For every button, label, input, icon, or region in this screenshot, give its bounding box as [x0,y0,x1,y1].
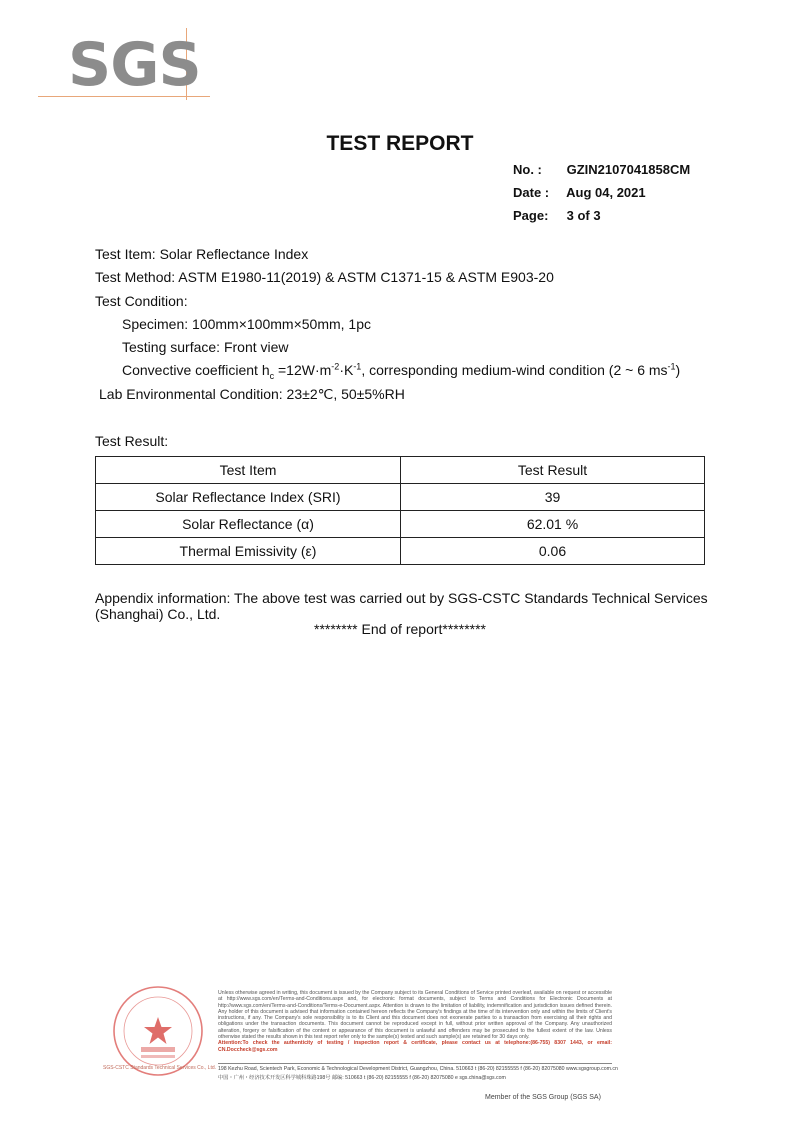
footer-address [218,1063,618,1083]
test-item-line: Test Item: Solar Reflectance Index [95,246,309,262]
table-cell-value: 0.06 [401,538,705,565]
table-cell-item: Thermal Emissivity (ε) [96,538,401,565]
end-of-report: ******** End of report******** [314,621,486,637]
convective-text: ·K [339,362,354,379]
report-page-value: 3 of 3 [566,208,601,223]
convective-superscript: -1 [353,361,362,372]
lab-environment-line: Lab Environmental Condition: 23±2℃, 50±5%RH [99,385,405,402]
specimen-line: Specimen: 100mm×100mm×50mm, 1pc [122,315,371,332]
convective-coefficient-line [95,359,680,382]
testing-surface-line: Testing surface: Front view [122,339,289,356]
convective-text: ) [675,362,681,379]
report-page-row [513,204,690,227]
convective-text: =12W·m [274,362,332,379]
table-cell-value: 39 [401,484,705,511]
test-result-table [95,456,705,565]
address-english: 198 Kezhu Road, Scientech Park, Economic & Technological Development District, Guangzhou, China. 510663 t (86-20) 82155555 f (86-20) 82075080 www.sgsgroup.com.cn [218,1066,618,1072]
table-row [96,484,705,511]
report-number-row [513,158,690,181]
report-meta [513,158,690,227]
table-header-row [96,457,705,484]
report-number-label: No. : [513,162,542,177]
convective-superscript: -1 [667,361,676,372]
test-condition-line: Test Condition: [95,292,188,309]
table-row [96,511,705,538]
appendix-information: Appendix information: The above test was carried out by SGS-CSTC Standards Technical Services (Shanghai) Co., Ltd. [95,590,708,622]
table-header-cell: Test Result [401,457,705,484]
seal-caption: SGS-CSTC Standards Technical Services Co., Ltd. [103,1065,217,1071]
report-title: TEST REPORT [326,132,474,155]
report-page-label: Page: [513,208,549,223]
table-cell-value: 62.01 % [401,511,705,538]
report-number-value: GZIN2107041858CM [566,162,691,177]
convective-superscript: -2 [331,361,340,372]
test-info [95,243,680,406]
attention-text: Attention:To check the authenticity of testing / inspection report & certificate, please contact us at telephone:(86-755) 8307 1443, or email: CN.Doccheck@sgs.com [218,1040,612,1053]
table-header-cell: Test Item [96,457,401,484]
report-date-row [513,181,690,204]
report-date-label: Date : [513,185,550,200]
address-chinese: 中国・广州・经济技术开发区科学城科珠路198号 邮编: 510663 t (86-20) 82155555 f (86-20) 82075080 e sgs.china@sgs.com [218,1075,506,1081]
test-method-line: Test Method: ASTM E1980-11(2019) & ASTM C1371-15 & ASTM E903-20 [95,269,554,286]
table-cell-item: Solar Reflectance Index (SRI) [96,484,401,511]
footer-fine-print [218,990,612,1053]
table-cell-item: Solar Reflectance (α) [96,511,401,538]
convective-subscript: c [269,371,275,382]
terms-text: Unless otherwise agreed in writing, this document is issued by the Company subject to its General Conditions of Service printed overleaf, available on request or accessible at http://www.sgs.com/en/Terms-and-Conditions.aspx and, for electronic format documents, subject to Terms and Conditions for Electronic Documents at http://www.sgs.com/en/Terms-and-Conditions/Terms-e-Document.aspx. Attention is drawn to the limitation of liability, indemnification and jurisdiction issues defined therein. Any holder of this document is advised that information contained hereon reflects the Company's findings at the time of its intervention only and within the limits of Client's instructions, if any. The Company's sole responsibility is to its Client and this document does not exonerate parties to a transaction from exercising all their rights and obligations under the transaction documents. This document cannot be reproduced except in full, without prior written approval of the Company. Any unauthorized alteration, forgery or falsification of the content or appearance of this document is unlawful and offenders may be prosecuted to the fullest extent of the law. Unless otherwise stated the results shown in this test report refer only to the sample(s) tested and such sample(s) are retained for 30 days only. [218,990,612,1041]
footer-divider [218,1063,612,1064]
convective-text: , corresponding medium-wind condition (2 ~ 6 ms [361,362,668,379]
member-of-sgs-group: Member of the SGS Group (SGS SA) [485,1094,601,1101]
convective-text: Convective coefficient h [122,362,270,379]
report-date-value: Aug 04, 2021 [566,185,646,200]
test-result-label: Test Result: [95,433,169,449]
table-row [96,538,705,565]
logo-text: SGS [68,30,201,100]
sgs-logo [38,28,210,104]
